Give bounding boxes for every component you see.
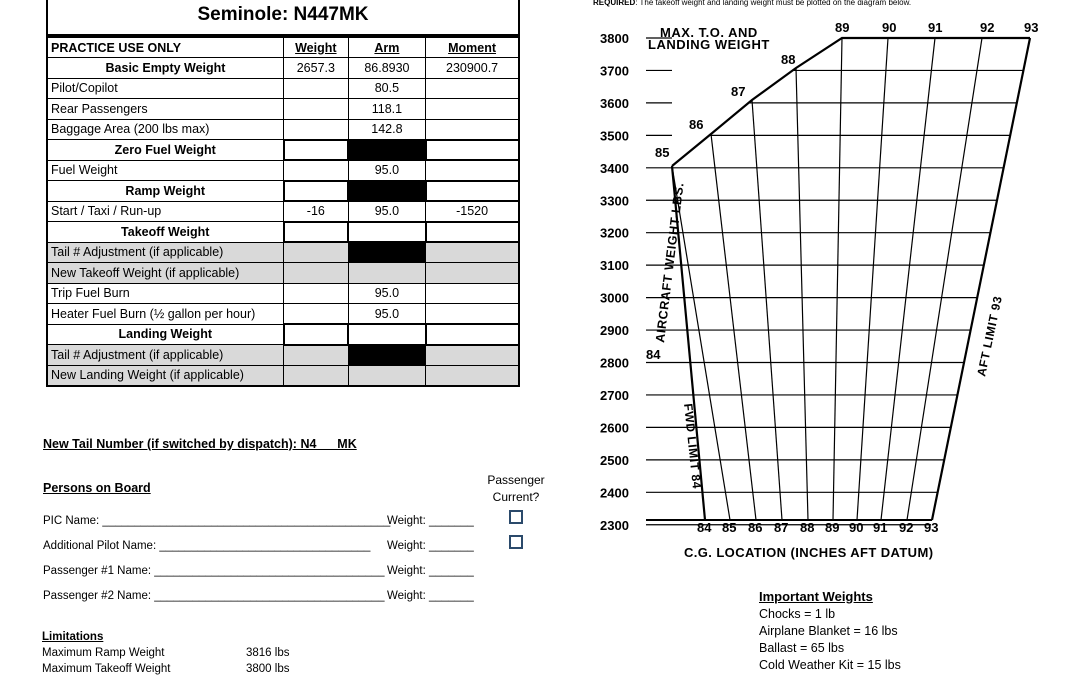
table-header-cell: PRACTICE USE ONLY: [47, 37, 284, 58]
cg-grid-line: [752, 100, 782, 520]
limitation-label: Maximum Ramp Weight: [42, 647, 165, 659]
limitation-value: 3816 lbs: [246, 647, 290, 659]
moment-cell[interactable]: [426, 78, 519, 99]
cg-curve-label: 89: [835, 20, 850, 35]
moment-cell[interactable]: [426, 263, 519, 284]
row-label: Tail # Adjustment (if applicable): [47, 345, 284, 366]
cg-envelope-diagram: [590, 10, 1070, 570]
cg-tick-label: 90: [849, 520, 864, 535]
table-row: [47, 140, 519, 161]
weight-tick-label: 3600: [600, 95, 629, 111]
limitation-value: 3800 lbs: [246, 663, 290, 675]
weight-tick-label: 2800: [600, 355, 629, 371]
table-row: [47, 78, 519, 99]
fwd-limit-label: FWD LIMIT 84: [681, 402, 704, 490]
limitation-label: Maximum Takeoff Weight: [42, 663, 171, 675]
weight-cell[interactable]: [284, 119, 349, 140]
important-weight-item: Cold Weather Kit = 15 lbs: [759, 658, 901, 672]
row-label: Zero Fuel Weight: [47, 140, 284, 161]
arm-cell: 95.0: [348, 304, 425, 325]
row-label: Heater Fuel Burn (½ gallon per hour): [47, 304, 284, 325]
limitations-heading: Limitations: [42, 631, 104, 643]
moment-cell[interactable]: [426, 181, 519, 202]
cg-grid-line: [907, 38, 982, 520]
table-row: [47, 119, 519, 140]
cg-curve-label: 88: [781, 52, 796, 67]
moment-cell[interactable]: 230900.7: [426, 58, 519, 79]
weight-tick-label: 3500: [600, 128, 629, 144]
max-weight-title-2: LANDING WEIGHT: [648, 37, 770, 52]
row-label: Baggage Area (200 lbs max): [47, 119, 284, 140]
passenger-current-checkbox[interactable]: [509, 535, 523, 549]
moment-cell[interactable]: [426, 242, 519, 263]
arm-cell: [348, 263, 425, 284]
weight-tick-label: 3800: [600, 31, 629, 46]
weight-cell[interactable]: 2657.3: [284, 58, 349, 79]
table-row: [47, 263, 519, 284]
important-weights-heading: Important Weights: [759, 589, 873, 604]
arm-cell: [348, 324, 425, 345]
person-name-field[interactable]: Additional Pilot Name: _________________________________: [43, 540, 371, 552]
row-label: Tail # Adjustment (if applicable): [47, 242, 284, 263]
weight-cell[interactable]: [284, 304, 349, 325]
max-weight-title: MAX. T.O. AND: [660, 25, 758, 40]
arm-cell: [348, 345, 425, 366]
moment-cell[interactable]: [426, 283, 519, 304]
weight-tick-label: 3400: [600, 160, 629, 176]
cg-curve-label: 90: [882, 20, 897, 35]
arm-cell: 95.0: [348, 201, 425, 222]
row-label: Fuel Weight: [47, 160, 284, 181]
person-weight-field[interactable]: Weight: _______: [387, 590, 474, 602]
aft-limit-label: AFT LIMIT 93: [974, 294, 1005, 378]
person-name-field[interactable]: Passenger #2 Name: ____________________________________: [43, 590, 385, 602]
arm-cell: [348, 242, 425, 263]
arm-cell: [348, 181, 425, 202]
weight-cell[interactable]: [284, 283, 349, 304]
arm-cell: 118.1: [348, 99, 425, 120]
table-row: [47, 304, 519, 325]
aft-limit-boundary: [932, 38, 1030, 520]
arm-cell: 95.0: [348, 160, 425, 181]
table-row: [47, 345, 519, 366]
table-row: [47, 283, 519, 304]
weight-cell[interactable]: [284, 78, 349, 99]
weight-cell[interactable]: [284, 324, 349, 345]
table-header-cell: Arm: [348, 37, 425, 58]
row-label: New Landing Weight (if applicable): [47, 365, 284, 386]
moment-cell[interactable]: [426, 324, 519, 345]
row-label: Basic Empty Weight: [47, 58, 284, 79]
cg-tick-label: 86: [748, 520, 763, 535]
important-weight-item: Ballast = 65 lbs: [759, 641, 845, 655]
table-row: [47, 201, 519, 222]
weight-cell[interactable]: [284, 160, 349, 181]
arm-cell: 95.0: [348, 283, 425, 304]
table-row: [47, 242, 519, 263]
row-label: Ramp Weight: [47, 181, 284, 202]
cg-grid-line: [857, 38, 888, 520]
cg-tick-label: 88: [800, 520, 815, 535]
persons-heading: Persons on Board: [43, 481, 151, 495]
moment-cell[interactable]: [426, 345, 519, 366]
weight-cell[interactable]: [284, 365, 349, 386]
table-header-cell: Moment: [426, 37, 519, 58]
row-label: Landing Weight: [47, 324, 284, 345]
arm-cell: [348, 140, 425, 161]
weight-tick-label: 2400: [600, 485, 629, 501]
table-row: [47, 58, 519, 79]
max-weight-boundary: [672, 38, 1030, 166]
cg-curve-label: 85: [655, 145, 670, 160]
person-weight-field[interactable]: Weight: _______: [387, 565, 474, 577]
moment-cell[interactable]: [426, 119, 519, 140]
fwd-84-label: 84: [646, 347, 661, 362]
cg-tick-label: 87: [774, 520, 789, 535]
row-label: Takeoff Weight: [47, 222, 284, 243]
cg-tick-label: 93: [924, 520, 939, 535]
required-note: REQUIRED: The takeoff weight and landing weight must be plotted on the diagram below.: [593, 0, 912, 7]
y-axis-label: AIRCRAFT WEIGHT-LBS.: [653, 181, 687, 344]
weight-tick-label: 2600: [600, 420, 629, 436]
arm-cell: 80.5: [348, 78, 425, 99]
cg-curve-label: 93: [1024, 20, 1039, 35]
cg-curve-label: 87: [731, 84, 746, 99]
arm-cell: 142.8: [348, 119, 425, 140]
moment-cell[interactable]: [426, 140, 519, 161]
weight-tick-label: 3100: [600, 258, 629, 274]
weight-cell[interactable]: [284, 181, 349, 202]
table-row: [47, 160, 519, 181]
moment-cell[interactable]: -1520: [426, 201, 519, 222]
cg-grid-line: [881, 38, 935, 520]
arm-cell: 86.8930: [348, 58, 425, 79]
moment-cell[interactable]: [426, 304, 519, 325]
cg-curve-label: 86: [689, 117, 704, 132]
table-header-cell: Weight: [284, 37, 349, 58]
weight-cell[interactable]: [284, 345, 349, 366]
person-name-field[interactable]: Passenger #1 Name: ____________________________________: [43, 565, 385, 577]
passenger-current-checkbox[interactable]: [509, 510, 523, 524]
form-title-box: [46, 0, 520, 36]
table-row: [47, 99, 519, 120]
form-title: Seminole: N447MK: [197, 4, 369, 25]
person-weight-field[interactable]: Weight: _______: [387, 515, 474, 527]
weight-cell[interactable]: [284, 222, 349, 243]
cg-grid-line: [711, 134, 756, 520]
weight-tick-label: 2700: [600, 387, 629, 403]
new-tail-number[interactable]: New Tail Number (if switched by dispatch): N4___MK: [43, 437, 357, 451]
weight-tick-label: 3300: [600, 193, 629, 209]
moment-cell[interactable]: [426, 365, 519, 386]
weight-cell[interactable]: [284, 99, 349, 120]
row-label: Start / Taxi / Run-up: [47, 201, 284, 222]
person-weight-field[interactable]: Weight: _______: [387, 540, 474, 552]
weight-cell[interactable]: [284, 140, 349, 161]
person-name-field[interactable]: PIC Name: _____________________________________________: [43, 515, 391, 527]
arm-cell: [348, 222, 425, 243]
weight-tick-label: 3200: [600, 225, 629, 241]
cg-tick-label: 91: [873, 520, 888, 535]
cg-curve-label: 91: [928, 20, 943, 35]
row-label: Trip Fuel Burn: [47, 283, 284, 304]
row-label: Pilot/Copilot: [47, 78, 284, 99]
moment-cell[interactable]: [426, 222, 519, 243]
weight-tick-label: 3700: [600, 63, 629, 79]
cg-tick-label: 89: [825, 520, 840, 535]
weight-tick-label: 2500: [600, 452, 629, 468]
weight-balance-table: [46, 36, 520, 387]
weight-tick-label: 2300: [600, 517, 629, 533]
table-row: [47, 365, 519, 386]
weight-tick-label: 2900: [600, 323, 629, 339]
weight-cell[interactable]: [284, 242, 349, 263]
cg-grid-line: [833, 38, 842, 520]
weight-cell[interactable]: -16: [284, 201, 349, 222]
cg-tick-label: 84: [697, 520, 712, 535]
cg-tick-label: 92: [899, 520, 914, 535]
table-row: [47, 181, 519, 202]
row-label: Rear Passengers: [47, 99, 284, 120]
important-weight-item: Chocks = 1 lb: [759, 607, 836, 621]
table-row: [47, 222, 519, 243]
table-row: [47, 324, 519, 345]
x-axis-label: C.G. LOCATION (INCHES AFT DATUM): [684, 545, 934, 560]
important-weight-item: Airplane Blanket = 16 lbs: [759, 624, 898, 638]
row-label: New Takeoff Weight (if applicable): [47, 263, 284, 284]
weight-cell[interactable]: [284, 263, 349, 284]
moment-cell[interactable]: [426, 99, 519, 120]
passenger-current-heading: Passenger Current?: [487, 473, 545, 504]
moment-cell[interactable]: [426, 160, 519, 181]
cg-tick-label: 85: [722, 520, 737, 535]
table-header-row: [47, 37, 519, 58]
weight-tick-label: 3000: [600, 290, 629, 306]
arm-cell: [348, 365, 425, 386]
cg-curve-label: 92: [980, 20, 995, 35]
